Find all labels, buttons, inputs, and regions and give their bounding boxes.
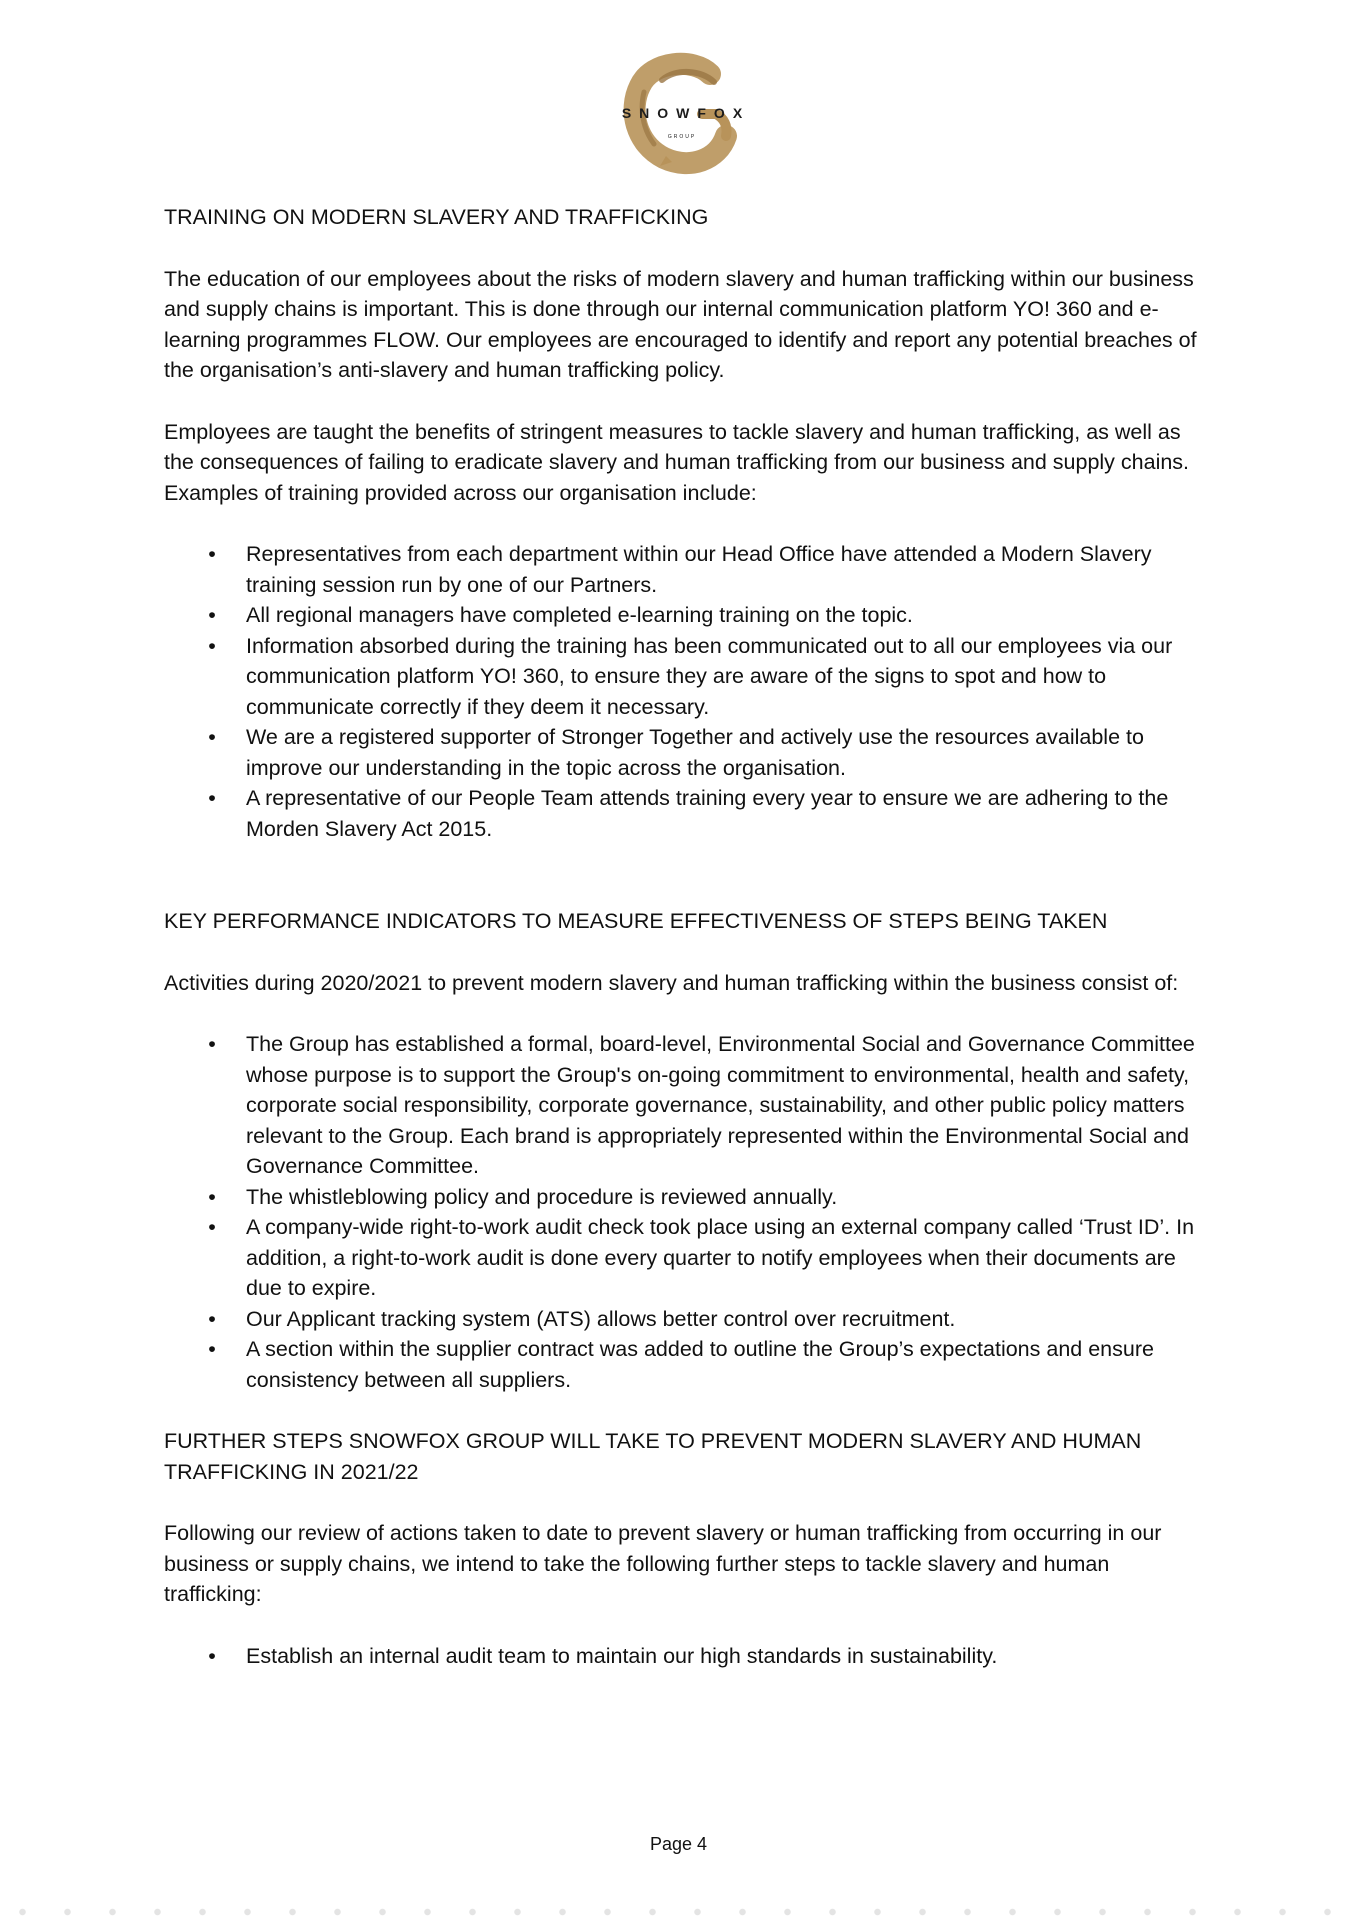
logo-brand-text: SNOWFOX xyxy=(621,105,751,121)
page-number: Page 4 xyxy=(649,1834,708,1854)
bullet-icon: • xyxy=(208,725,216,749)
list-item: • The whistleblowing policy and procedure is reviewed annually. xyxy=(164,1182,1212,1213)
bullet-icon: • xyxy=(208,542,216,566)
snowfox-group-logo xyxy=(606,52,758,176)
section-heading-further-steps: FURTHER STEPS SNOWFOX GROUP WILL TAKE TO PREVENT MODERN SLAVERY AND HUMAN TRAFFICKING IN 2021/22 xyxy=(164,1429,1142,1484)
page-bottom-edge xyxy=(0,1904,1357,1920)
list-item: • A company-wide right-to-work audit check took place using an external company called ‘Trust ID’. In addition, a right-to-work audit is done every quarter to notify employees when their documents are due to expire. xyxy=(164,1212,1212,1304)
bullet-icon: • xyxy=(208,786,216,810)
bullet-icon: • xyxy=(208,1032,216,1056)
bullet-icon: • xyxy=(208,633,216,658)
list-item: • Representatives from each department within our Head Office have attended a Modern Slavery training session run by one of our Partners. xyxy=(164,539,1212,600)
list-item: • A representative of our People Team attends training every year to ensure we are adhering to the Morden Slavery Act 2015. xyxy=(164,783,1212,844)
bullet-icon: • xyxy=(208,1643,216,1668)
further-steps-bullet-list xyxy=(164,1641,1212,1672)
list-item: • The Group has established a formal, board-level, Environmental Social and Governance Committee whose purpose is to support the Group's on-going commitment to environmental, health and safety, corporate social responsibility, corporate governance, sustainability, and other public policy matters relevant to the Group. Each brand is appropriately represented within the Environmental Social and Governance Committee. xyxy=(164,1029,1212,1182)
paragraph-further-steps-intro: Following our review of actions taken to date to prevent slavery or human trafficking from occurring in our business or supply chains, we intend to take the following further steps to tackle slavery and human trafficking: xyxy=(164,1521,1162,1606)
logo-subtitle: GROUP xyxy=(667,134,697,140)
paragraph-kpi-intro: Activities during 2020/2021 to prevent modern slavery and human trafficking within the business consist of: xyxy=(164,970,1179,995)
list-item: • All regional managers have completed e-learning training on the topic. xyxy=(164,600,1212,631)
paragraph-training-education: The education of our employees about the risks of modern slavery and human trafficking within our business and supply chains is important. This is done through our internal communication platform YO! 360 and e-learning programmes FLOW. Our employees are encouraged to identify and report any potential breaches of the organisation’s anti-slavery and human trafficking policy. xyxy=(164,266,1197,382)
bullet-icon: • xyxy=(208,603,216,627)
list-item: • Our Applicant tracking system (ATS) allows better control over recruitment. xyxy=(164,1304,1212,1335)
list-item: • A section within the supplier contract was added to outline the Group’s expectations and ensure consistency between all suppliers. xyxy=(164,1334,1212,1395)
bullet-icon: • xyxy=(208,1215,216,1239)
list-item: • Information absorbed during the training has been communicated out to all our employees via our communication platform YO! 360, to ensure they are aware of the signs to spot and how to communicate correctly if they deem it necessary. xyxy=(164,631,1212,723)
section-heading-training: TRAINING ON MODERN SLAVERY AND TRAFFICKING xyxy=(164,205,709,229)
paragraph-training-benefits: Employees are taught the benefits of stringent measures to tackle slavery and human trafficking, as well as the consequences of failing to eradicate slavery and human trafficking from our business and supply chains. Examples of training provided across our organisation include: xyxy=(164,419,1190,505)
training-bullet-list xyxy=(164,539,1212,844)
bullet-icon: • xyxy=(208,1306,216,1331)
list-item: • We are a registered supporter of Stronger Together and actively use the resources available to improve our understanding in the topic across the organisation. xyxy=(164,722,1212,783)
kpi-bullet-list xyxy=(164,1029,1212,1395)
document-body xyxy=(164,202,1212,1671)
bullet-icon: • xyxy=(208,1337,216,1361)
section-heading-kpi: KEY PERFORMANCE INDICATORS TO MEASURE EFFECTIVENESS OF STEPS BEING TAKEN xyxy=(164,909,1108,933)
bullet-icon: • xyxy=(208,1184,216,1209)
list-item: • Establish an internal audit team to maintain our high standards in sustainability. xyxy=(164,1641,1212,1672)
